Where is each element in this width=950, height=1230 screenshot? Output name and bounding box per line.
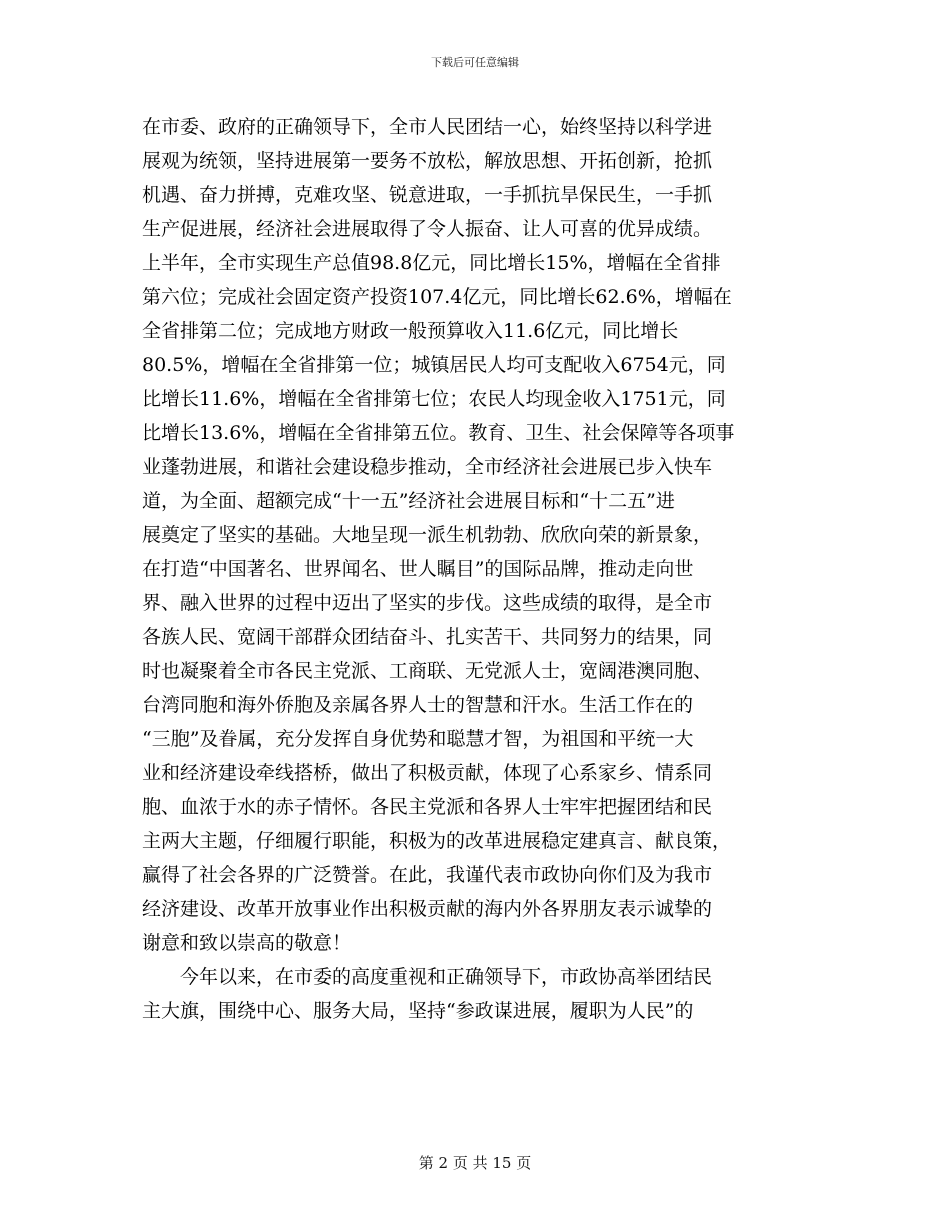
text-line: 在打造“中国著名、世界闻名、世人瞩目”的国际品牌，推动走向世 <box>142 558 694 580</box>
text-line: 主大旗，围绕中心、服务大局，坚持“参政谋进展，履职为人民”的 <box>142 1000 694 1022</box>
text-line: 业和经济建设牵线搭桥，做出了积极贡献，体现了心系家乡、情系同 <box>142 762 713 784</box>
text-line: 上半年，全市实现生产总值98.8亿元，同比增长15%，增幅在全省排 <box>142 252 721 274</box>
text-line: 台湾同胞和海外侨胞及亲属各界人士的智慧和汗水。生活工作在的 <box>142 694 694 716</box>
page-number-footer: 第 2 页 共 15 页 <box>418 1154 532 1172</box>
text-line: 界、融入世界的过程中迈出了坚实的步伐。这些成绩的取得，是全市 <box>142 592 713 614</box>
text-line: 主两大主题，仔细履行职能，积极为的改革进展稳定建真言、献良策， <box>142 830 732 852</box>
text-line: 全省排第二位；完成地方财政一般预算收入11.6亿元，同比增长 <box>142 320 679 342</box>
text-line: 比增长11.6%，增幅在全省排第七位；农民人均现金收入1751元，同 <box>142 388 726 410</box>
text-line: 业蓬勃进展，和谐社会建设稳步推动，全市经济社会进展已步入快车 <box>142 456 713 478</box>
text-line: 展观为统领，坚持进展第一要务不放松，解放思想、开拓创新，抢抓 <box>142 150 713 172</box>
text-line: “三胞”及眷属，充分发挥自身优势和聪慧才智，为祖国和平统一大 <box>142 728 694 750</box>
text-line: 道，为全面、超额完成“十一五”经济社会进展目标和“十二五”进 <box>142 490 675 512</box>
page-header-note: 下载后可任意编辑 <box>431 56 519 69</box>
text-line: 展奠定了坚实的基础。大地呈现一派生机勃勃、欣欣向荣的新景象， <box>142 524 713 546</box>
text-line: 机遇、奋力拼搏，克难攻坚、锐意进取，一手抓抗旱保民生，一手抓 <box>142 184 713 206</box>
text-line: 在市委、政府的正确领导下，全市人民团结一心，始终坚持以科学进 <box>142 116 713 138</box>
text-line: 赢得了社会各界的广泛赞誉。在此，我谨代表市政协向你们及为我市 <box>142 864 713 886</box>
text-line: 比增长13.6%，增幅在全省排第五位。教育、卫生、社会保障等各项事 <box>142 422 735 444</box>
text-line: 时也凝聚着全市各民主党派、工商联、无党派人士，宽阔港澳同胞、 <box>142 660 713 682</box>
text-line: 谢意和致以崇高的敬意！ <box>142 932 352 954</box>
text-line: 胞、血浓于水的赤子情怀。各民主党派和各界人士牢牢把握团结和民 <box>142 796 713 818</box>
text-line: 经济建设、改革开放事业作出积极贡献的海内外各界朋友表示诚挚的 <box>142 898 713 920</box>
text-line: 第六位；完成社会固定资产投资107.4亿元，同比增长62.6%，增幅在 <box>142 286 732 308</box>
text-line: 80.5%，增幅在全省排第一位；城镇居民人均可支配收入6754元，同 <box>142 354 726 376</box>
text-line: 今年以来，在市委的高度重视和正确领导下，市政协高举团结民 <box>142 966 713 988</box>
document-body <box>142 110 812 1028</box>
text-line: 各族人民、宽阔干部群众团结奋斗、扎实苦干、共同努力的结果，同 <box>142 626 713 648</box>
text-line: 生产促进展，经济社会进展取得了令人振奋、让人可喜的优异成绩。 <box>142 218 713 240</box>
